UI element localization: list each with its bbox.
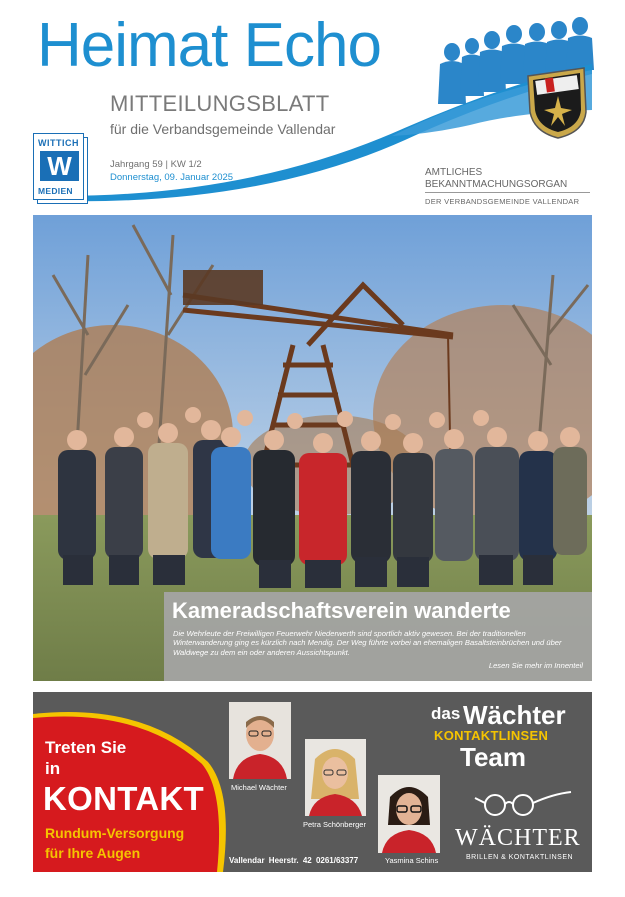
coat-of-arms-icon — [524, 66, 590, 140]
store-address: Vallendar Heerstr. 42 0261/63377 — [229, 856, 359, 865]
official-label-1: AMTLICHES — [425, 167, 483, 178]
ad-headline-1: Treten Sie — [45, 738, 127, 757]
newspaper-subtitle: MITTEILUNGSBLATT — [110, 91, 330, 116]
logo-frame — [33, 133, 84, 200]
official-label-3: DER VERBANDSGEMEINDE VALLENDAR — [425, 197, 580, 206]
glasses-icon — [473, 788, 573, 822]
brand-team: Team — [460, 742, 526, 772]
publisher-logo — [33, 133, 88, 204]
brand-contact-lenses: KONTAKTLINSEN — [434, 728, 549, 743]
masthead — [0, 0, 625, 212]
issue-number: Jahrgang 59 | KW 1/2 — [110, 159, 202, 170]
brand-das: das — [431, 704, 461, 723]
logo-top-text: WITTICH — [38, 138, 79, 148]
person-name-2: Petra Schönberger — [303, 820, 366, 829]
logo-bottom-text: MEDIEN — [38, 186, 73, 196]
read-more-hint: Lesen Sie mehr im Innenteil — [488, 661, 583, 670]
advertisement — [33, 692, 592, 872]
person-name-1: Michael Wächter — [231, 783, 287, 792]
newspaper-title: Heimat Echo — [37, 11, 381, 80]
store-logo-subtitle: BRILLEN & KONTAKTLINSEN — [466, 854, 574, 861]
brand-name: Wächter — [463, 700, 566, 730]
newspaper-region: für die Verbandsgemeinde Vallendar — [110, 121, 336, 137]
issue-date: Donnerstag, 09. Januar 2025 — [110, 172, 234, 183]
store-logo-name: WÄCHTER — [455, 825, 581, 851]
portrait-michael — [229, 702, 291, 779]
portrait-yasmina — [378, 775, 440, 853]
portrait-petra — [305, 739, 366, 816]
official-label-2: BEKANNTMACHUNGSORGAN — [425, 179, 568, 190]
logo-mark: W — [40, 151, 79, 181]
cover-story-teaser: Die Wehrleute der Freiwilligen Feuerwehr Niederwerth sind sportlich aktiv gewesen. Bei der traditionellen Winterwanderung ging es kürzlich nach Mendig. Der Weg führte vorbei an ehemaligen Basaltsteinbrüchen und über Waldwege zu dem ein oder anderen Aussichtspunkt. — [173, 629, 562, 657]
cover-story-caption — [164, 592, 592, 681]
official-divider — [425, 192, 590, 193]
person-name-3: Yasmina Schins — [385, 856, 439, 865]
ad-tagline-1: Rundum-Versorgung — [45, 825, 185, 841]
ad-tagline-2: für Ihre Augen — [45, 845, 141, 861]
ad-headline-3: KONTAKT — [43, 780, 204, 817]
ad-headline-2: in — [45, 759, 61, 778]
cover-story-headline: Kameradschaftsverein wanderte — [172, 598, 511, 623]
